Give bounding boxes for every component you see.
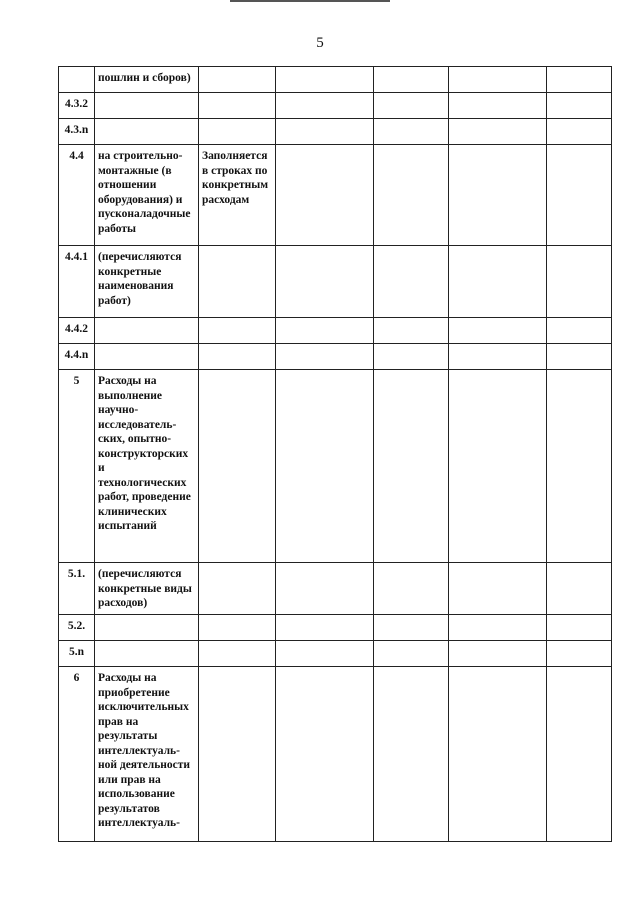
empty-cell (547, 145, 612, 246)
empty-cell (547, 370, 612, 563)
empty-cell (276, 67, 374, 93)
table-row (59, 344, 612, 370)
row-name: Расходы на приобретение исключительных прав на результаты интеллектуаль-ной деятельности или прав на использование результатов интеллектуаль- (95, 667, 199, 842)
empty-cell (449, 641, 547, 667)
row-note (199, 93, 276, 119)
row-number: 6 (59, 667, 95, 842)
row-note (199, 344, 276, 370)
empty-cell (547, 563, 612, 615)
empty-cell (374, 119, 449, 145)
empty-cell (374, 370, 449, 563)
table-row (59, 246, 612, 318)
table-row (59, 145, 612, 246)
empty-cell (547, 615, 612, 641)
row-note: Заполняется в строках по конкретным расходам (199, 145, 276, 246)
row-number: 4.4.2 (59, 318, 95, 344)
empty-cell (449, 145, 547, 246)
table-row (59, 615, 612, 641)
empty-cell (374, 563, 449, 615)
row-note (199, 370, 276, 563)
table-row (59, 563, 612, 615)
empty-cell (374, 145, 449, 246)
table-row (59, 370, 612, 563)
empty-cell (276, 246, 374, 318)
row-note (199, 615, 276, 641)
empty-cell (374, 344, 449, 370)
row-number: 4.4 (59, 145, 95, 246)
row-name: на строительно-монтажные (в отношении оборудования) и пусконаладочные работы (95, 145, 199, 246)
row-name (95, 119, 199, 145)
row-number: 4.4.1 (59, 246, 95, 318)
row-note (199, 641, 276, 667)
empty-cell (374, 93, 449, 119)
empty-cell (276, 667, 374, 842)
row-name (95, 641, 199, 667)
table-row (59, 667, 612, 842)
empty-cell (276, 615, 374, 641)
empty-cell (449, 93, 547, 119)
empty-cell (449, 370, 547, 563)
row-name (95, 93, 199, 119)
row-number: 5.1. (59, 563, 95, 615)
empty-cell (449, 563, 547, 615)
row-number: 5.2. (59, 615, 95, 641)
empty-cell (449, 615, 547, 641)
empty-cell (276, 563, 374, 615)
empty-cell (374, 246, 449, 318)
row-number: 4.3.2 (59, 93, 95, 119)
empty-cell (547, 93, 612, 119)
empty-cell (449, 667, 547, 842)
empty-cell (449, 246, 547, 318)
empty-cell (449, 67, 547, 93)
empty-cell (374, 615, 449, 641)
row-number: 4.4.n (59, 344, 95, 370)
row-name (95, 318, 199, 344)
empty-cell (449, 318, 547, 344)
row-number: 4.3.n (59, 119, 95, 145)
row-name (95, 344, 199, 370)
table-row (59, 318, 612, 344)
page-number: 5 (316, 35, 324, 51)
empty-cell (374, 641, 449, 667)
row-name: Расходы на выполнение научно-исследователь-ских, опытно-конструкторских и технологических работ, проведение клинических испытаний (95, 370, 199, 563)
empty-cell (547, 667, 612, 842)
row-note (199, 119, 276, 145)
row-note (199, 246, 276, 318)
empty-cell (276, 318, 374, 344)
empty-cell (547, 344, 612, 370)
row-number (59, 67, 95, 93)
row-name: пошлин и сборов) (95, 67, 199, 93)
empty-cell (276, 93, 374, 119)
empty-cell (374, 667, 449, 842)
empty-cell (449, 344, 547, 370)
row-number: 5 (59, 370, 95, 563)
table-row (59, 119, 612, 145)
empty-cell (276, 119, 374, 145)
row-name: (перечисляются конкретные наименования работ) (95, 246, 199, 318)
empty-cell (276, 344, 374, 370)
empty-cell (374, 318, 449, 344)
row-note (199, 67, 276, 93)
empty-cell (449, 119, 547, 145)
table-row (59, 641, 612, 667)
empty-cell (547, 67, 612, 93)
empty-cell (547, 641, 612, 667)
top-scan-rule (230, 0, 390, 2)
empty-cell (276, 370, 374, 563)
empty-cell (547, 318, 612, 344)
table-row (59, 67, 612, 93)
empty-cell (276, 641, 374, 667)
row-number: 5.n (59, 641, 95, 667)
row-note (199, 563, 276, 615)
empty-cell (276, 145, 374, 246)
row-name: (перечисляются конкретные виды расходов) (95, 563, 199, 615)
empty-cell (374, 67, 449, 93)
empty-cell (547, 119, 612, 145)
empty-cell (547, 246, 612, 318)
cost-table-body (59, 67, 612, 842)
row-note (199, 318, 276, 344)
cost-table (58, 66, 612, 842)
row-note (199, 667, 276, 842)
table-row (59, 93, 612, 119)
row-name (95, 615, 199, 641)
